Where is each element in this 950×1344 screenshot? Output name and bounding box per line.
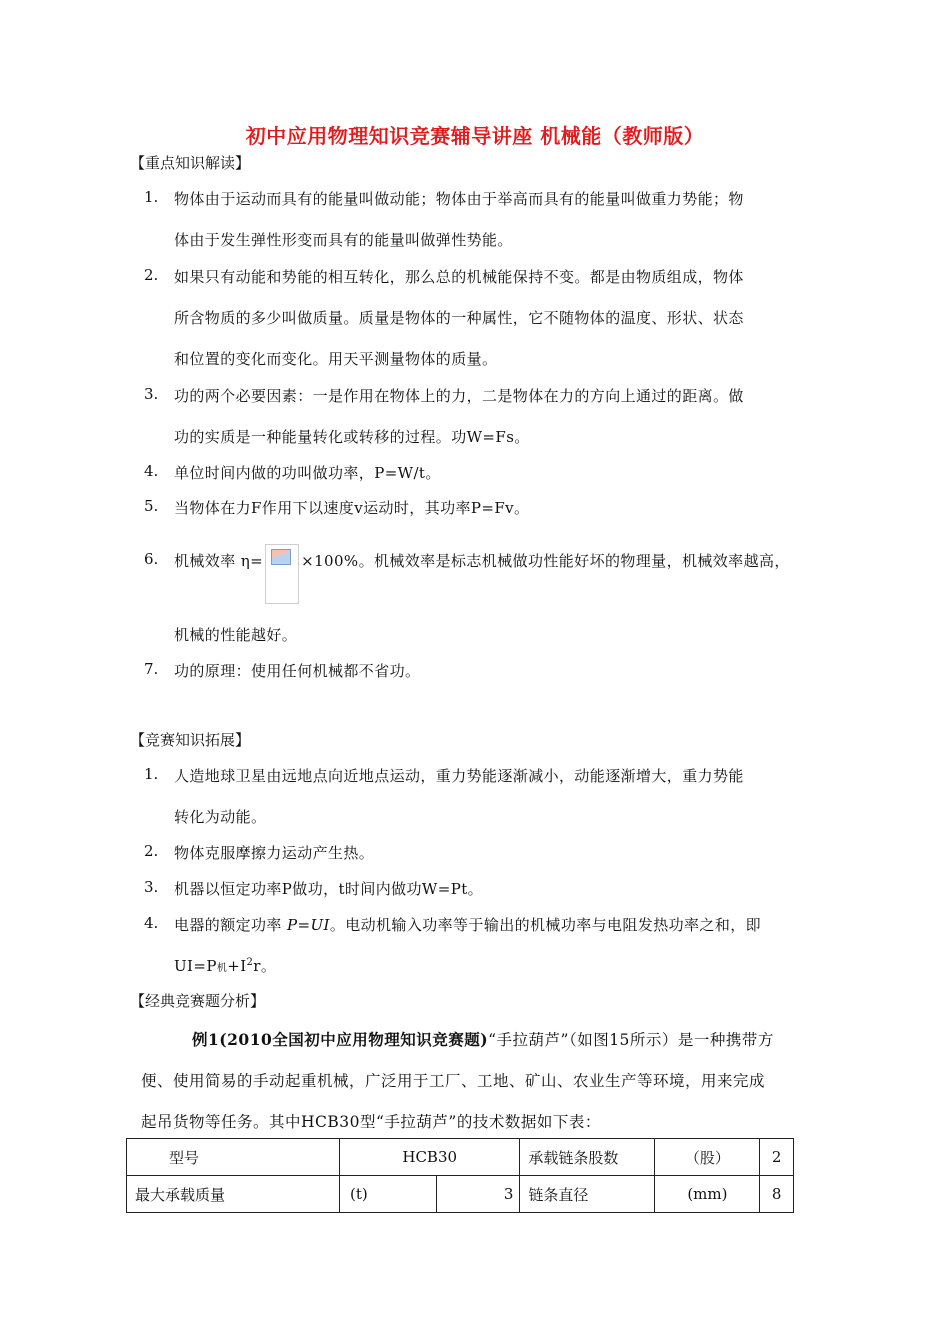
table-cell: 承载链条股数 bbox=[520, 1139, 655, 1176]
list-item-number: 4. bbox=[144, 462, 159, 480]
table-cell: （股） bbox=[655, 1139, 760, 1176]
list-item-number: 1. bbox=[144, 765, 159, 783]
broken-image-icon bbox=[271, 549, 291, 565]
spec-table bbox=[126, 1138, 794, 1213]
list-item-text: 物体克服摩擦力运动产生热。 bbox=[174, 844, 375, 862]
text-fragment: UI=P bbox=[174, 957, 217, 975]
list-item-text: 机械的性能越好。 bbox=[174, 626, 298, 644]
section-header-extension: 【竞赛知识拓展】 bbox=[130, 731, 251, 749]
list-item-number: 5. bbox=[144, 497, 159, 515]
formula-text: P=UI bbox=[286, 916, 330, 934]
efficiency-suffix: ×100%。机械效率是标志机械做功性能好坏的物理量，机械效率越高， bbox=[301, 552, 790, 570]
list-item-text: 机器以恒定功率P做功，t时间内做功W=Pt。 bbox=[174, 880, 484, 898]
list-item-text: 和位置的变化而变化。用天平测量物体的质量。 bbox=[174, 350, 498, 368]
efficiency-prefix: 机械效率 η= bbox=[174, 552, 264, 570]
text-fragment: +I bbox=[227, 957, 247, 975]
example-paragraph-line bbox=[192, 1028, 774, 1050]
example-label: 例1(2010全国初中应用物理知识竞赛题) bbox=[192, 1030, 489, 1049]
text-fragment: 电器的额定功率 bbox=[174, 916, 287, 934]
subscript: 机 bbox=[216, 963, 228, 974]
table-row bbox=[127, 1139, 794, 1176]
table-cell: 链条直径 bbox=[520, 1176, 655, 1213]
list-item-number: 2. bbox=[144, 266, 159, 284]
example-paragraph-line: 起吊货物等任务。其中HCB30型“手拉葫芦”的技术数据如下表： bbox=[141, 1113, 601, 1131]
list-item-text: 当物体在力F作用下以速度v运动时，其功率P=Fv。 bbox=[174, 499, 530, 517]
list-item-number: 7. bbox=[144, 660, 159, 678]
table-cell: HCB30 bbox=[340, 1139, 520, 1176]
list-item-number: 3. bbox=[144, 385, 159, 403]
section-header-key-points: 【重点知识解读】 bbox=[130, 154, 251, 172]
list-item-text: 转化为动能。 bbox=[174, 808, 267, 826]
list-item-text: 如果只有动能和势能的相互转化，那么总的机械能保持不变。都是由物质组成，物体 bbox=[174, 268, 744, 286]
list-item-number: 1. bbox=[144, 188, 159, 206]
text-fragment: r。 bbox=[253, 957, 277, 975]
table-row bbox=[127, 1176, 794, 1213]
list-item-text: 单位时间内做的功叫做功率，P=W/t。 bbox=[174, 464, 441, 482]
list-item-text: 功的两个必要因素：一是作用在物体上的力，二是物体在力的方向上通过的距离。做 bbox=[174, 387, 744, 405]
table-cell: 3 bbox=[437, 1176, 520, 1213]
list-item-text: 功的原理：使用任何机械都不省功。 bbox=[174, 662, 421, 680]
page-title: 初中应用物理知识竞赛辅导讲座 机械能（教师版） bbox=[245, 124, 705, 148]
list-item-text: 物体由于运动而具有的能量叫做动能；物体由于举高而具有的能量叫做重力势能；物 bbox=[174, 190, 744, 208]
example-paragraph-line: 便、使用简易的手动起重机械，广泛用于工厂、工地、矿山、农业生产等环境，用来完成 bbox=[141, 1072, 766, 1090]
list-item-text: 人造地球卫星由远地点向近地点运动，重力势能逐渐减小，动能逐渐增大，重力势能 bbox=[174, 767, 744, 785]
section-header-classic: 【经典竞赛题分析】 bbox=[130, 992, 266, 1010]
list-item-text: 功的实质是一种能量转化或转移的过程。功W=Fs。 bbox=[174, 428, 530, 446]
table-cell: 2 bbox=[760, 1139, 794, 1176]
table-cell: 最大承载质量 bbox=[127, 1176, 340, 1213]
text-fragment: “手拉葫芦”（如图15所示）是一种携带方 bbox=[488, 1031, 774, 1049]
list-item-number: 2. bbox=[144, 842, 159, 860]
table-cell: (t) bbox=[340, 1176, 437, 1213]
list-item-text bbox=[174, 955, 276, 976]
list-item-text: 体由于发生弹性形变而具有的能量叫做弹性势能。 bbox=[174, 231, 513, 249]
formula-image bbox=[265, 544, 299, 604]
superscript: 2 bbox=[246, 957, 254, 968]
text-fragment: 。电动机输入功率等于输出的机械功率与电阻发热功率之和，即 bbox=[329, 916, 762, 934]
list-item-text bbox=[174, 550, 790, 610]
list-item-number: 3. bbox=[144, 878, 159, 896]
list-item-number: 4. bbox=[144, 914, 159, 932]
table-cell: 8 bbox=[760, 1176, 794, 1213]
table-cell: 型号 bbox=[127, 1139, 340, 1176]
table-cell: (mm) bbox=[655, 1176, 760, 1213]
list-item-text bbox=[174, 914, 761, 935]
list-item-text: 所含物质的多少叫做质量。质量是物体的一种属性，它不随物体的温度、形状、状态 bbox=[174, 309, 744, 327]
list-item-number: 6. bbox=[144, 550, 159, 568]
